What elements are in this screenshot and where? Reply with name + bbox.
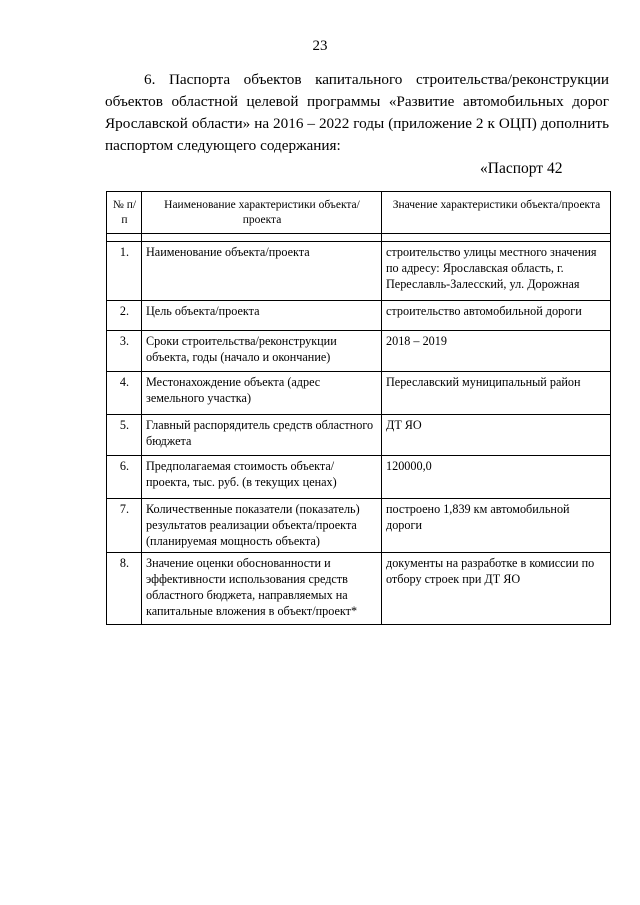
row-value: строительство улицы местного значения по адресу: Ярославская область, г. Переславль-Залесский, ул. Дорожная (382, 242, 611, 301)
page-number: 23 (312, 38, 328, 54)
row-num: 6. (107, 456, 142, 499)
table-row (107, 456, 611, 499)
header-num: № п/п (107, 192, 142, 234)
table-header-row (107, 192, 611, 234)
table-row (107, 499, 611, 553)
row-num: 7. (107, 499, 142, 553)
row-num: 4. (107, 372, 142, 415)
header-name: Наименование характеристики объекта/проекта (142, 192, 382, 234)
row-value: 120000,0 (382, 456, 611, 499)
table-row (107, 553, 611, 625)
row-name: Цель объекта/проекта (142, 301, 382, 331)
header-value: Значение характеристики объекта/проекта (382, 192, 611, 234)
row-value: Переславский муниципальный район (382, 372, 611, 415)
passport-title: «Паспорт 42 (480, 160, 563, 177)
row-name: Количественные показатели (показатель) результатов реализации объекта/проекта (планируемая мощность объекта) (142, 499, 382, 553)
table-row (107, 242, 611, 301)
row-value: 2018 – 2019 (382, 331, 611, 372)
row-num: 8. (107, 553, 142, 625)
row-value: ДТ ЯО (382, 415, 611, 456)
row-name: Местонахождение объекта (адрес земельного участка) (142, 372, 382, 415)
table-row (107, 372, 611, 415)
table-row (107, 301, 611, 331)
row-value: строительство автомобильной дороги (382, 301, 611, 331)
row-num: 3. (107, 331, 142, 372)
row-value: документы на разработке в комиссии по отбору строек при ДТ ЯО (382, 553, 611, 625)
table-row (107, 415, 611, 456)
row-name: Предполагаемая стоимость объекта/проекта, тыс. руб. (в текущих ценах) (142, 456, 382, 499)
row-name: Главный распорядитель средств областного бюджета (142, 415, 382, 456)
table-row (107, 331, 611, 372)
intro-paragraph: 6. Паспорта объектов капитального строительства/реконструкции объектов областной целевой программы «Развитие автомобильных дорог Ярославской области» на 2016 – 2022 годы (приложение 2 к ОЦП) дополнить паспортом следующего содержания: (105, 71, 609, 154)
row-value: построено 1,839 км автомобильной дороги (382, 499, 611, 553)
row-num: 5. (107, 415, 142, 456)
row-name: Сроки строительства/реконструкции объекта, годы (начало и окончание) (142, 331, 382, 372)
row-num: 2. (107, 301, 142, 331)
row-num: 1. (107, 242, 142, 301)
row-name: Значение оценки обоснованности и эффективности использования средств областного бюджета, направляемых на капитальные вложения в объект/проект* (142, 553, 382, 625)
passport-table (106, 191, 611, 625)
row-name: Наименование объекта/проекта (142, 242, 382, 301)
header-separator (107, 234, 611, 242)
